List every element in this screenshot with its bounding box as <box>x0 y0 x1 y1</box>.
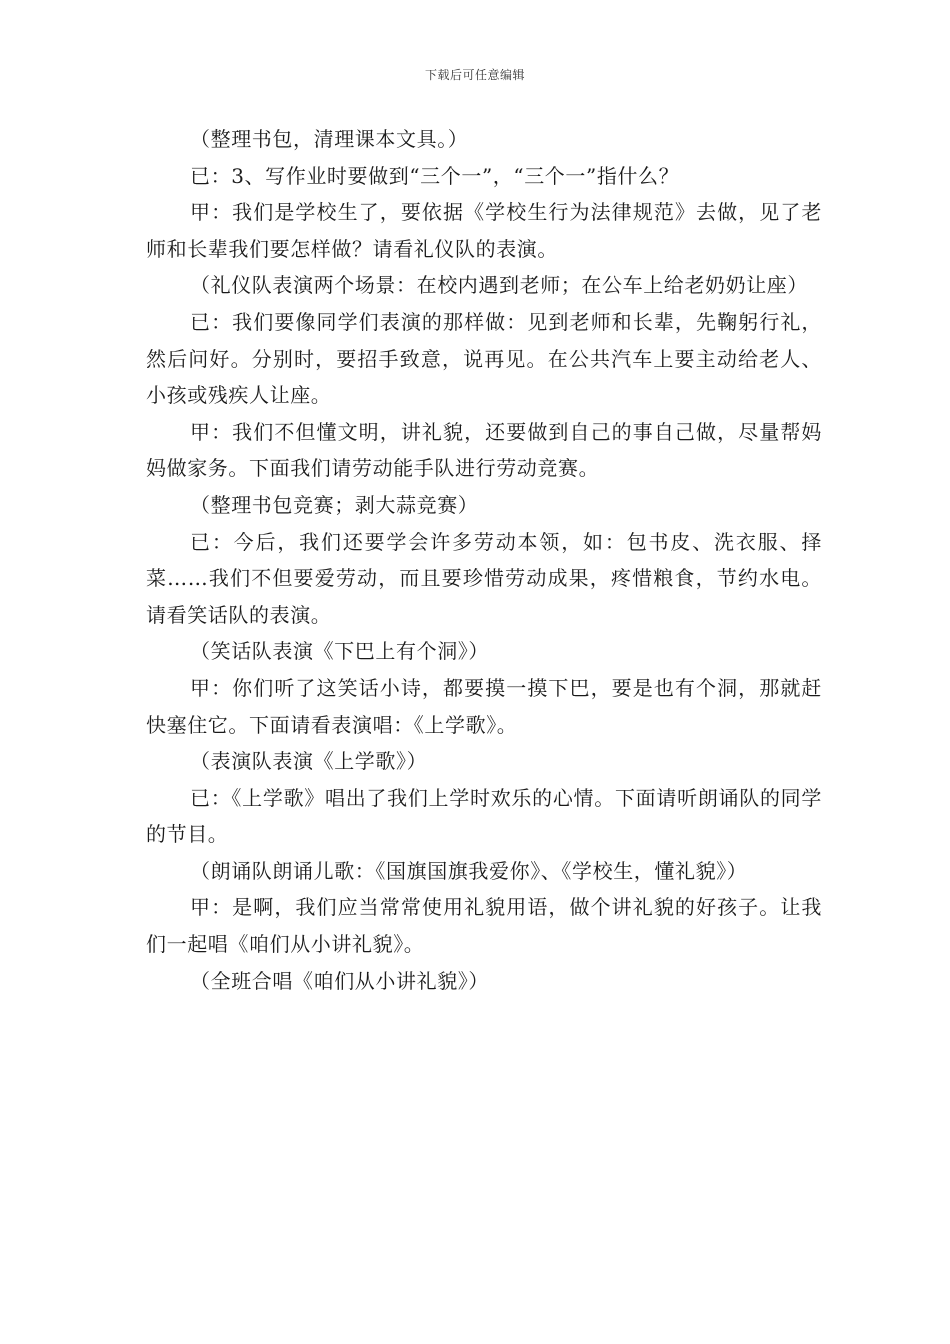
paragraph: （表演队表演《上学歌》） <box>190 749 428 774</box>
paragraph: （整理书包，清理课本文具。） <box>190 127 469 151</box>
paragraph: （笑话队表演《下巴上有个洞》） <box>190 639 489 664</box>
paragraph: （整理书包竞赛；剥大蒜竞赛） <box>190 492 479 517</box>
paragraph: 已：3、写作业时要做到“三个一”，“三个一”指什么？ <box>190 163 680 188</box>
paragraph: 甲：你们听了这笑话小诗，都要摸一摸下巴，要是也有个洞，那就赶快塞住它。下面请看表演唱：《上学歌》。 <box>146 675 822 737</box>
paragraph: 甲：我们不但懂文明，讲礼貌，还要做到自己的事自己做，尽量帮妈妈做家务。下面我们请劳动能手队进行劳动竞赛。 <box>146 419 822 481</box>
paragraph: 已：今后，我们还要学会许多劳动本领，如：包书皮、洗衣服、择菜……我们不但要爱劳动，而且要珍惜劳动成果，疼惜粮食，节约水电。请看笑话队的表演。 <box>146 529 822 627</box>
document-body <box>146 121 822 999</box>
paragraph: 甲：我们是学校生了，要依据《学校生行为法律规范》去做，见了老师和长辈我们要怎样做？请看礼仪队的表演。 <box>146 200 822 261</box>
paragraph: 已：《上学歌》唱出了我们上学时欢乐的心情。下面请听朗诵队的同学的节目。 <box>146 785 822 847</box>
paragraph: （全班合唱《咱们从小讲礼貌》） <box>190 968 489 993</box>
paragraph: （礼仪队表演两个场景：在校内遇到老师；在公车上给老奶奶让座） <box>190 273 808 298</box>
paragraph: 甲：是啊，我们应当常常使用礼貌用语，做个讲礼貌的好孩子。让我们一起唱《咱们从小讲礼貌》。 <box>146 895 822 957</box>
paragraph: 已：我们要像同学们表演的那样做：见到老师和长辈，先鞠躬行礼，然后问好。分别时，要招手致意，说再见。在公共汽车上要主动给老人、小孩或残疾人让座。 <box>146 309 822 408</box>
paragraph: （朗诵队朗诵儿歌：《国旗国旗我爱你》、《学校生，懂礼貌》） <box>190 858 748 883</box>
page-header: 下载后可任意编辑 <box>424 68 525 82</box>
